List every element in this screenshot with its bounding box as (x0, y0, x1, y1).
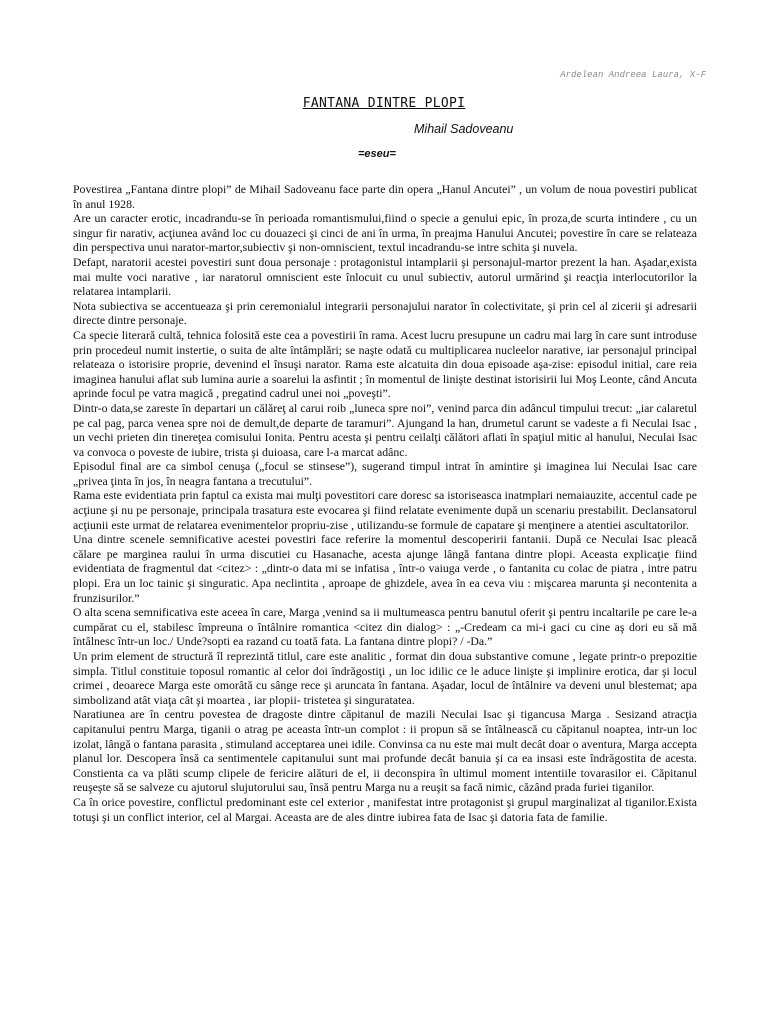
book-author: Mihail Sadoveanu (414, 122, 514, 136)
paragraph: Naratiunea are în centru povestea de dragoste dintre căpitanul de mazili Neculai Isac şi tigancusa Marga . Sesizand atracţia capitanului pentru Marga, tiganii o atrag pe aceasta într-un complot : ii propun să se întâlnească cu căpitanul noaptea, intr-un loc izolat, lângă o fantana parasita , stimuland acceptarea unei idile. Convinsa ca nu este mai mult decât doar o aventura, Marga accepta planul lor. Descopera însă ca sentimentele capitanului sunt mai profunde decât banuia şi ca ea insasi este îndrăgostita de acesta. Constienta ca va plăti scump clipele de fericire alături de el, ii deconspira în ultimul moment intentiile tovarasilor ei. Căpitanul reuşeşte să se salveze cu ajutorul slujutorului sau, însă pentru Marga nu a reuşit sa facă nimic, căzând prada furiei tiganilor. (73, 707, 697, 795)
paragraph: Dintr-o data,se zareste în departari un călăreţ al carui roib „luneca spre noi”, venind parca din adâncul timpului trecut: „iar calaretul pe cal pag, parca venea spre noi de demult,de departe de taramuri”. Ajungand la han, drumetul carunt se vadeste a fi Neculai Isac , un vechi prieten din tinereţea comisului Ionita. Pentru acesta şi pentru ceilalţi călători aflati în spaţiul mitic al hanului, Neculai Isac va convoca o poveste de iubire, trista şi duioasa, care l-a marcat adânc. (73, 400, 697, 459)
paragraph: Ca în orice povestire, conflictul predominant este cel exterior , manifestat intre protagonist şi grupul marginalizat al tiganilor.Exista totuşi şi un conflict interior, cel al Margai. Aceasta are de ales dintre iubirea fata de Isac şi datoria fata de familie. (73, 794, 697, 824)
paragraph: Rama este evidentiata prin faptul ca exista mai mulţi povestitori care doresc sa istoriseasca inatmplari nemaiauzite, accentul cade pe acţiune şi nu pe personaje, principala trasatura este evocarea şi fiind relatate evenimente după un scenariu prestabilit. Declansatorul acţiunii este urmat de relatarea evenimentelor propriu-zise , utilizandu-se formule de capatare şi menţinere a atentiei ascultatorilor. (73, 488, 697, 532)
paragraph: Ca specie literară cultă, tehnica folosită este cea a povestirii în rama. Acest lucru presupune un cadru mai larg în care sunt introduse prin procedeul numit instertie, o suita de alte întâmplări; se naşte odată cu multiplicarea nucleelor narative, iar personajul principal relateaza o istorisire proprie, devenind el însuşi narator. Rama este alcatuita din doua episoade aşa-zise: episodul initial, care reia imaginea hanului aflat sub lumina aurie a soarelui la asfintit ; în momentul de linişte destinat istorisirii lui Moş Leonte, când Ancuta aprinde focul pe vatra magică , pregatind cadrul unei noi „poveşti”. (73, 327, 697, 401)
essay-body (73, 182, 697, 824)
paragraph: Una dintre scenele semnificative acestei povestiri face referire la momentul descoperirii fantanii. După ce Neculai Isac pleacă călare pe marginea raului în urma discutiei cu Hasanache, acesta ajunge lângă fantana dintre plopi. Aceasta explicaţie fiind evidentiata de fragmentul dat <citez> : „dintr-o data mi se infatisa , într-o vaiuga verde , o fantanita cu colac de piatra , intre patru plopi. Era un loc tainic şi singuratic. Apa neclintita , aproape de ghizdele, avea în ea ceva viu : mişcarea marunta şi necontenita a frunzisurilor.” (73, 532, 697, 605)
paragraph: Povestirea „Fantana dintre plopi” de Mihail Sadoveanu face parte din opera „Hanul Ancutei” , un volum de noua povestiri publicat în anul 1928. (73, 182, 697, 211)
paragraph: Un prim element de structură îl reprezintă titlul, care este analitic , format din doua substantive comune , legate printr-o prepozitie simpla. Titlul constituie toposul romantic al celor doi îndrăgostiţi , un loc idilic ce le aduce linişte şi implinire erotica, dar şi locul crimei , deoarece Marga este omorâtă cu sânge rece şi aruncata în fantana. Aşadar, locul de întâlnire va deveni unul blestemat; apa simbolizand atât viaţa cât şi moartea , iar plopii- tristetea şi singuratatea. (73, 649, 697, 707)
paragraph: Defapt, naratorii acestei povestiri sunt doua personaje : protagonistul intamplarii şi personajul-martor prezent la han. Aşadar,exista mai multe voci narative , iar naratorul omniscient este înlocuit cu unul subiectiv, autorul urmărind şi reacţia interlocutorilor la relatarea intamplarii. (73, 254, 697, 299)
paragraph: Episodul final are ca simbol cenuşa („focul se stinsese”), sugerand timpul intrat în amintire şi imaginea lui Neculai Isac care „privea ţinta în jos, în neagra fantana a trecutului”. (73, 459, 697, 488)
paragraph: Are un caracter erotic, incadrandu-se în perioada romantismului,fiind o specie a genului epic, în proza,de scurta intindere , cu un singur fir narativ, acţiunea având loc cu douazeci şi cinci de ani în urma, în preajma Hanului Ancutei; povestire în care se relateaza din perspectiva unui narator-martor,subiectiv şi non-omniscient, textul incadrandu-se intre schita şi nuvela. (73, 211, 697, 255)
essay-subtitle: =eseu= (358, 148, 396, 160)
author-note: Ardelean Andreea Laura, X-F (560, 70, 706, 80)
paragraph: O alta scena semnificativa este aceea în care, Marga ,venind sa ii multumeasca pentru banutul oferit şi pentru incaltarile pe care le-a cumpărat cu el, stabilesc împreuna o întâlnire romantica <citez din dialog> : „-Credeam ca mi-i gaci cu cine aş dori eu să mă întâlnesc într-un loc./ Unde?sopti ea razand cu toată fata. La fantana dintre plopi? / -Da.” (73, 605, 697, 649)
paragraph: Nota subiectiva se accentueaza şi prin ceremonialul integrarii personajului narator în colectivitate, şi prin cel al zicerii şi adresarii directe dintre personaje. (73, 298, 697, 328)
essay-title: FANTANA DINTRE PLOPI (302, 96, 466, 111)
